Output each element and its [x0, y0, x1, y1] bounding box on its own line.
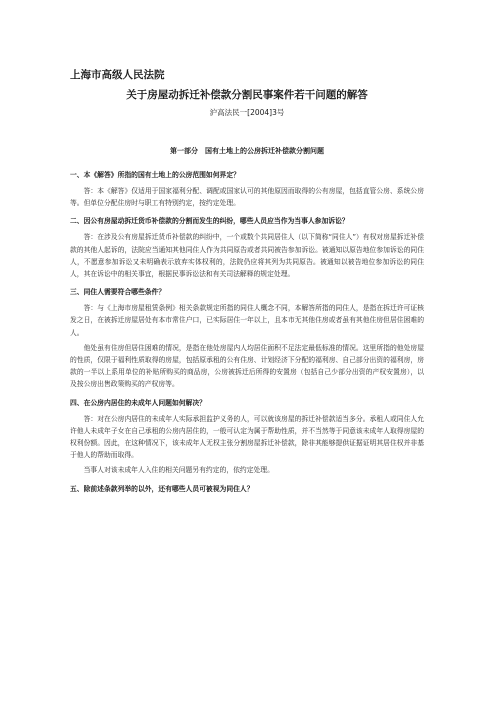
section-2	[70, 215, 424, 280]
answer-paragraph: 答：对在公房内居住的未成年人实际承担监护义务的人，可以就该房屋的拆迁补偿款适当多分。承租人或同住人允许他人未成年子女在自己承租的公房内居住的，一般可认定为属于帮助性质，并不当然等于同意该未成年人取得房屋的权利份额。因此，在这种情况下，该未成年人无权主张分割房屋拆迁补偿款，除非其能够提供证据证明其居住权并非基于他人的帮助而取得。	[70, 414, 424, 460]
document-number: 沪高法民一[2004]3号	[209, 108, 285, 117]
answer-paragraph: 他处虽有住房但居住困难的情况，是指在他处房屋内人均居住面积不足法定最低标准的情况。这里所指的他处房屋的性质，仅限于福利性质取得的房屋，包括原承租的公有住房、计划经济下分配的福利房、自己部分出资的福利房，房款的一半以上系用单位的补贴所购买的商品房，公房被拆迁后所得的安置房（包括自己少部分出资的产权安置房），以及按公房出售政策购买的产权房等。	[70, 343, 424, 389]
section-3	[70, 286, 424, 390]
section-4	[70, 397, 424, 477]
court-name: 上海市高级人民法院	[70, 69, 165, 81]
question-heading: 二、因公有房屋动拆迁货币补偿款的分割而发生的纠纷，哪些人员应当作为当事人参加诉讼？	[70, 217, 349, 226]
document-title: 关于房屋动拆迁补偿款分割民事案件若干问题的解答	[126, 89, 368, 101]
section-5	[70, 483, 424, 495]
section-1	[70, 169, 424, 209]
answer-paragraph: 答：本《解答》仅适用于国家福利分配、调配或国家认可的其他原因而取得的公有房屋，包括直管公房、系统公房等。但单位分配住房时与职工有特别约定，按约定处理。	[70, 187, 424, 208]
question-heading: 三、同住人需要符合哪些条件？	[70, 288, 166, 297]
question-heading: 四、在公房内居住的未成年人问题如何解决？	[70, 398, 206, 407]
answer-paragraph: 答：与《上海市房屋租赁条例》相关条款规定所指的同住人概念不同，本解答所指的同住人，是指在拆迁许可证核发之日，在被拆迁房屋居处有本市常住户口，已实际居住一年以上，且本市无其他住房或者虽有其他住房但居住困难的人。	[70, 304, 424, 337]
answer-paragraph: 答：在涉及公有房屋拆迁货币补偿款的纠纷中，一个或数个共同居住人（以下简称“同住人”）有权对房屋拆迁补偿款的其他人起诉的，法院应当通知其他同住人作为共同原告或者共同被告参加诉讼。被通知以原告地位参加诉讼的同住人，不愿意参加诉讼又未明确表示放弃实体权利的，法院仍应将其列为共同原告。被通知以被告地位参加诉讼的同住人，其在诉讼中的相关事宜，根据民事诉讼法和有关司法解释的规定处理。	[70, 233, 424, 279]
part-heading: 第一部分 国有土地上的公房拆迁补偿款分割问题	[170, 147, 324, 155]
question-heading: 一、本《解答》所指的国有土地上的公房范围如何界定？	[70, 171, 240, 179]
answer-paragraph: 当事人对该未成年人入住的相关问题另有约定的，依约定处理。	[83, 466, 274, 475]
question-heading: 五、除前述条款列举的以外，还有哪些人员可被视为同住人？	[70, 484, 254, 493]
